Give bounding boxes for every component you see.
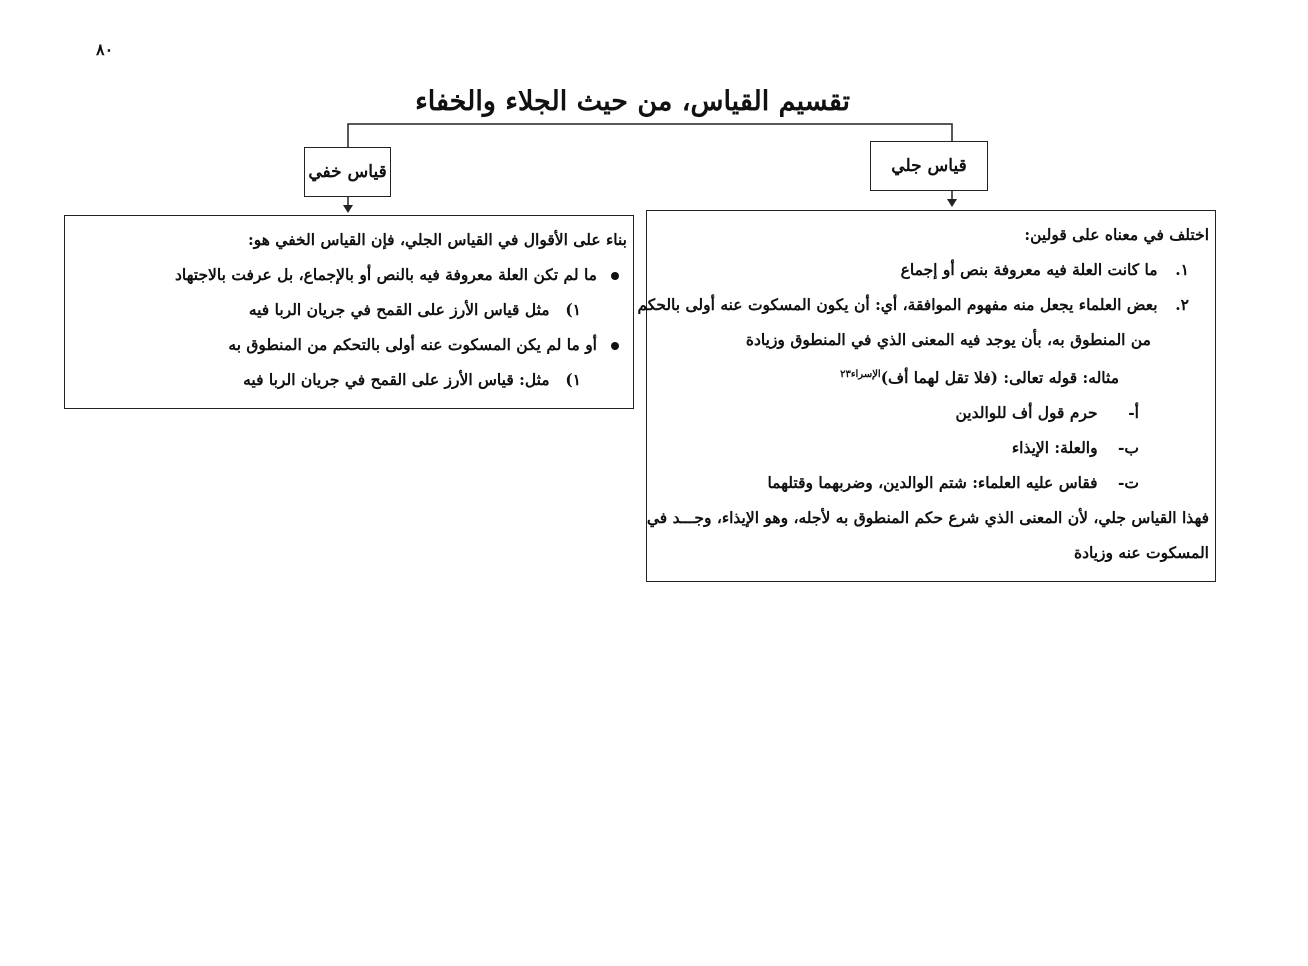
node-qiyas-khafi-label: قياس خفي (308, 162, 387, 182)
bullet-icon (611, 272, 619, 280)
jali-sub-t (653, 465, 1209, 500)
khafi-bullet-1-example-number: ١) (565, 300, 581, 319)
jali-item-1-number: ١. (1175, 260, 1189, 279)
node-qiyas-jali (870, 141, 988, 191)
khafi-bullet-2-example-number: ١) (565, 370, 581, 389)
jali-sub-t-letter: ت- (1117, 473, 1139, 493)
page-number: ٨٠ (96, 40, 114, 59)
page-title: تقسيم القياس، من حيث الجلاء والخفاء (415, 86, 850, 117)
khafi-bullet-1-example-text: مثل قياس الأرز على القمح في جريان الربا فيه (248, 300, 550, 319)
jali-sub-a-text: حرم قول أف للوالدين (955, 403, 1098, 423)
jali-sub-b (653, 430, 1209, 465)
jali-item-1 (653, 252, 1209, 287)
jali-item-2-number: ٢. (1175, 295, 1189, 314)
jali-conclusion-line-2: المسكوت عنه وزيادة (1073, 543, 1209, 563)
arrow-khafi (343, 205, 353, 213)
jali-sub-b-text: والعلة: الإيذاء (1011, 438, 1098, 458)
khafi-intro: بناء على الأقوال في القياس الجلي، فإن القياس الخفي هو: (247, 230, 627, 249)
panel-qiyas-jali (637, 210, 1216, 582)
khafi-bullet-2-example-text: مثل: قياس الأرز على القمح في جريان الربا فيه (243, 370, 550, 389)
khafi-bullet-1-example (71, 292, 627, 327)
jali-intro: اختلف في معناه على قولين: (1024, 225, 1209, 244)
jali-example-text: مثاله: قوله تعالى: (فلا تقل لهما أف) (880, 368, 1119, 388)
panel-qiyas-khafi (64, 215, 634, 409)
jali-sub-b-letter: ب- (1117, 438, 1139, 458)
jali-conclusion-line-1: فهذا القياس جلي، لأن المعنى الذي شرع حكم المنطوق به لأجله، وهو الإيذاء، وجـــد في (646, 508, 1209, 528)
jali-sub-a (653, 395, 1209, 430)
khafi-bullet-2-text: أو ما لم يكن المسكوت عنه أولى بالتحكم من المنطوق به (228, 335, 597, 354)
jali-item-1-text: ما كانت العلة فيه معروفة بنص أو إجماع (900, 260, 1158, 279)
jali-item-2-continued: من المنطوق به، بأن يوجد فيه المعنى الذي في المنطوق وزيادة (745, 330, 1151, 349)
connector-top-bar (348, 124, 952, 148)
bullet-icon (611, 342, 619, 350)
jali-sub-t-text: فقاس عليه العلماء: شتم الوالدين، وضربهما وقتلهما (767, 473, 1098, 493)
node-qiyas-khafi (304, 147, 391, 197)
jali-item-2-text: بعض العلماء يجعل منه مفهوم الموافقة، أي: أن يكون المسكوت عنه أولى بالحكم (637, 295, 1158, 314)
jali-item-2 (637, 287, 1209, 322)
arrow-jali (947, 199, 957, 207)
khafi-bullet-1-text: ما لم تكن العلة معروفة فيه بالنص أو بالإجماع، بل عرفت بالاجتهاد (175, 265, 597, 284)
khafi-bullet-2 (71, 327, 627, 362)
khafi-bullet-2-example (71, 362, 627, 397)
khafi-bullet-1 (71, 257, 627, 292)
node-qiyas-jali-label: قياس جلي (891, 156, 967, 176)
jali-sub-a-letter: أ- (1128, 403, 1139, 423)
jali-example (653, 357, 1209, 395)
jali-example-reference: الإسراء٢٣ (840, 369, 881, 380)
